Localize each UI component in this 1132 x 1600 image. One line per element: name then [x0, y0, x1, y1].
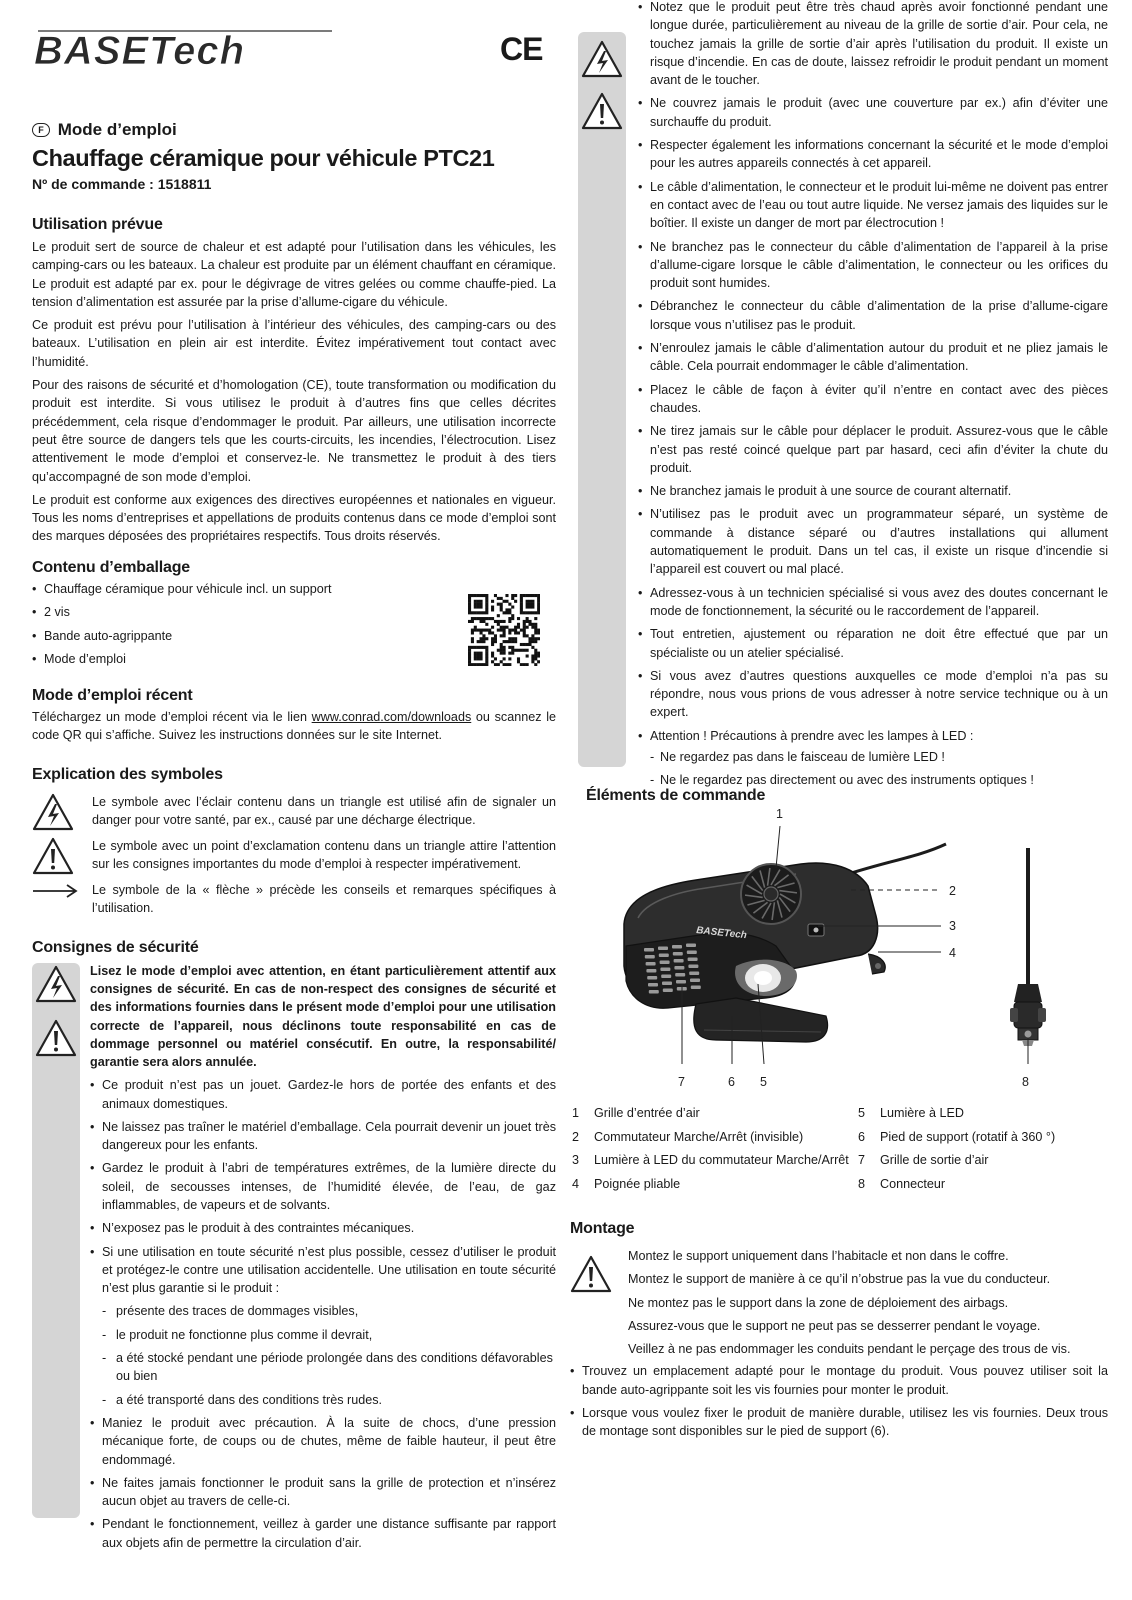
list-item: • Trouvez un emplacement adapté pour le montage du produit. Vous pouvez utiliser soit la bande auto-agrippante soit les vis fournies pour monter le produit. — [570, 1362, 1108, 1399]
montage-warning: Montez le support uniquement dans l’habitacle et non dans le coffre. — [628, 1249, 1009, 1263]
dash-item: - a été stocké pendant une période prolongée dans des conditions défavorables ou bien — [90, 1349, 556, 1386]
exclamation-warning-icon — [581, 92, 623, 135]
legend-number: 7 — [858, 1153, 866, 1167]
list-item: • Gardez le produit à l’abri de températures extrêmes, de la lumière directe du soleil, de secousses intenses, de l’humidité élevée, de l’eau, de gaz inflammables, de vapeurs et de solvants. — [90, 1159, 556, 1214]
doc-type: Mode d’emploi — [57, 120, 177, 139]
list-item: • Ne tirez jamais sur le câble pour déplacer le produit. Assurez-vous que le câble n’est pas resté coincé quelque part par hasard, ceci afin d’éviter la chute du produit. — [638, 422, 1108, 477]
exclamation-warning-icon — [32, 837, 74, 880]
montage-warning: Assurez-vous que le support ne peut pas se desserrer pendant le voyage. — [628, 1318, 1041, 1333]
montage-warning: Montez le support de manière à ce qu’il n’obstrue pas la vue du conducteur. — [628, 1272, 1051, 1287]
securite-continued — [638, 0, 1108, 795]
list-item: • Tout entretien, ajustement ou réparation ne doit être effectué que par un spécialiste ou un atelier spécialisé. — [638, 625, 1108, 662]
download-link[interactable]: www.conrad.com/downloads — [311, 710, 472, 724]
list-item: • Mode d’emploi — [32, 650, 452, 668]
list-item: • N’enroulez jamais le câble d’alimentation autour du produit et ne pliez jamais le câble. Cela pourrait endommager le câble d’alimentation. — [638, 339, 1108, 376]
section-symboles — [32, 765, 556, 923]
list-item: • Notez que le produit peut être très chaud après avoir fonctionné pendant une longue durée, particulièrement au niveau de la grille de sortie d’air. Pour cela, ne touchez jamais la grille de sortie d’air après l’utilisation du produit. Il existe un risque d’incendie. En cas de doute, laissez refroidir le produit pendant un moment avant de le toucher. — [638, 0, 1108, 89]
arrow-icon — [32, 883, 78, 904]
svg-text:8: 8 — [1022, 1075, 1029, 1089]
heading-elements: Éléments de commande — [586, 787, 766, 804]
securite-body — [90, 962, 556, 1557]
list-item: • Lorsque vous voulez fixer le produit de manière durable, utilisez les vis fournies. Deux trous de montage sont disponibles sur le pied de support (6). — [570, 1404, 1108, 1441]
symbol-arrow-row — [32, 881, 556, 918]
svg-text:2: 2 — [949, 884, 956, 898]
list-item: • Ne branchez jamais le produit à une source de courant alternatif. — [638, 482, 1108, 500]
legend-number: 2 — [572, 1129, 580, 1144]
svg-text:BASETech: BASETech — [695, 925, 748, 942]
warning-sidebar — [32, 963, 80, 1518]
legend-label: Grille d’entrée d’air — [594, 1106, 700, 1120]
exclamation-warning-icon — [35, 1019, 77, 1062]
symbol-text: Le symbole de la « flèche » précède les conseils et remarques spécifiques à l’utilisation. — [92, 883, 556, 916]
heading-symboles: Explication des symboles — [32, 766, 223, 783]
section-utilisation — [32, 215, 556, 551]
montage-warning: Veillez à ne pas endommager les conduits pendant le perçage des trous de vis. — [628, 1342, 1071, 1357]
montage-warning: Ne montez pas le support dans la zone de déploiement des airbags. — [628, 1295, 1009, 1310]
list-item: • Maniez le produit avec précaution. À la suite de chocs, d’une pression mécanique forte, de coups ou de chutes, même de faible hauteur, il peut être endommagé. — [90, 1414, 556, 1469]
svg-text:1: 1 — [776, 807, 783, 821]
list-item: • Si une utilisation en toute sécurité n’est plus possible, cessez d’utiliser le produit et protégez-le contre une utilisation accidentelle. Une utilisation en toute sécurité n’est plus garantie si le produit : — [90, 1243, 556, 1298]
legend-label: Grille de sortie d’air — [880, 1153, 989, 1167]
svg-text:7: 7 — [678, 1075, 685, 1089]
list-item: • Ce produit n’est pas un jouet. Gardez-le hors de portée des enfants et des animaux domestiques. — [90, 1076, 556, 1113]
dash-item: - Ne le regardez pas directement ou avec des instruments optiques ! — [638, 771, 1108, 789]
list-item: • Débranchez le connecteur du câble d’alimentation de la prise d’allume-cigare lorsque vous n’utilisez pas le produit. — [638, 297, 1108, 334]
heading-contenu: Contenu d’emballage — [32, 559, 190, 576]
recent-text: Téléchargez un mode d’emploi récent via le lien www.conrad.com/downloads ou scannez le code QR qui s’affiche. Suivez les instructions données sur le site Internet. — [32, 710, 556, 743]
list-item: • Bande auto-agrippante — [32, 627, 452, 645]
paragraph: Le produit est conforme aux exigences des directives européennes et nationales en vigueur. Tous les noms d’entreprises et appellations de produits contenus dans ce mode d’emploi sont des marques déposées des propriétaires respectifs. Tous droits réservés. — [32, 492, 556, 544]
language-badge: F — [32, 123, 50, 137]
list-item: • N’exposez pas le produit à des contraintes mécaniques. — [90, 1219, 556, 1237]
list-item: • N’utilisez pas le produit avec un programmateur séparé, un système de commande à distance séparé ou d’autres installations qui allument automatiquement le produit. Dans un tel cas, il existe un risque d’incendie si l’appareil est couvert ou mal placé. — [638, 505, 1108, 578]
dash-item: - le produit ne fonctionne plus comme il devrait, — [90, 1326, 556, 1344]
doc-type-line — [32, 119, 556, 141]
list-item: • Ne laissez pas traîner le matériel d’emballage. Cela pourrait devenir un jouet très dangereux pour les enfants. — [90, 1118, 556, 1155]
list-item: • 2 vis — [32, 603, 452, 621]
section-elements — [586, 786, 765, 806]
list-item: • Si vous avez d’autres questions auxquelles ce mode d’emploi n’a pas su répondre, nous vous prions de vous adresser à notre service technique ou à un expert. — [638, 667, 1108, 722]
svg-text:4: 4 — [949, 946, 956, 960]
legend-label: Commutateur Marche/Arrêt (invisible) — [594, 1129, 804, 1144]
qr-code — [468, 594, 540, 666]
svg-text:BASETech: BASETech — [34, 29, 246, 72]
symbol-exclamation-row — [32, 837, 556, 881]
securite-intro: Lisez le mode d’emploi avec attention, en étant particulièrement attentif aux consignes de sécurité. En cas de non-respect des consignes de sécurité et des informations fournies dans le présent mode d’emploi pour une utilisation correcte de l’appareil, nous déclinons toute responsabilité en cas de dommage personnel ou matériel consécutif. En outre, la responsabilité/ garantie sera alors annulée. — [90, 964, 556, 1070]
paragraph: Ce produit est prévu pour l’utilisation à l’intérieur des véhicules, des camping-cars ou des bateaux. L’utilisation en plein air est interdite. Évitez impérativement tout contact avec l’humidité. — [32, 318, 556, 369]
svg-text:6: 6 — [728, 1075, 735, 1089]
dash-item: - présente des traces de dommages visibles, — [90, 1302, 556, 1320]
montage-warnings — [570, 1247, 1108, 1358]
legend-label: Poignée pliable — [594, 1176, 681, 1191]
heading-recent: Mode d’emploi récent — [32, 687, 193, 704]
list-item: • Adressez-vous à un technicien spécialisé si vous avez des doutes concernant le mode de fonctionnement, la sécurité ou le raccordement de l’appareil. — [638, 584, 1108, 621]
list-item: • Attention ! Précautions à prendre avec les lampes à LED : — [638, 727, 1108, 745]
order-number: Nº de commande : 1518811 — [32, 176, 212, 192]
legend-number: 5 — [858, 1106, 866, 1120]
dash-item: - a été transporté dans des conditions très rudes. — [90, 1391, 556, 1409]
list-item: • Ne branchez pas le connecteur du câble d’alimentation de l’appareil à la prise d’allume-cigare lorsque le câble d’alimentation, le connecteur ou les orifices du produit sont humides. — [638, 238, 1108, 293]
product-diagram — [586, 806, 1108, 1092]
list-item: • Pendant le fonctionnement, veillez à garder une distance suffisante par rapport aux objets afin de permettre la circulation d’air. — [90, 1515, 556, 1552]
section-montage — [570, 1219, 1108, 1446]
paragraph: Le produit sert de source de chaleur et est adapté pour l’utilisation dans les véhicules, les camping-cars ou les bateaux. La chaleur est produite par un élément chauffant en céramique. Le produit est adapté par ex. pour le dégivrage de vitres gelées ou comme chauffe-pied. La tension d’alimentation est assurée par la prise d’allume-cigare du véhicule. — [32, 240, 556, 309]
lightning-warning-icon — [581, 40, 623, 83]
svg-text:3: 3 — [949, 919, 956, 933]
legend-label: Connecteur — [880, 1176, 946, 1191]
lightning-warning-icon — [35, 965, 77, 1008]
list-item: • Le câble d’alimentation, le connecteur et le produit lui-même ne doivent pas entrer en contact avec de l’eau ou tout autre liquide. Ne versez jamais des liquides sur le boîtier. Il existe un danger de mort par électrocution ! — [638, 178, 1108, 233]
legend-number: 6 — [858, 1129, 866, 1144]
lightning-warning-icon — [32, 793, 74, 836]
legend-number: 3 — [572, 1153, 580, 1167]
symbol-text: Le symbole avec un point d’exclamation contenu dans un triangle attire l’attention sur les consignes importantes du mode d’emploi à respecter impérativement. — [92, 839, 556, 872]
brand-logo — [32, 22, 342, 72]
heading-montage: Montage — [570, 1220, 635, 1237]
section-recent — [32, 686, 556, 750]
svg-text:5: 5 — [760, 1075, 767, 1089]
symbol-text: Le symbole avec l’éclair contenu dans un triangle est utilisé afin de signaler un danger pour votre santé, par ex., causé par une décharge électrique. — [92, 795, 556, 828]
legend-label: Lumière à LED du commutateur Marche/Arrêt — [594, 1153, 849, 1167]
list-item: • Ne couvrez jamais le produit (avec une couverture par ex.) afin d’éviter une surchauffe du produit. — [638, 94, 1108, 131]
list-item: • Ne faites jamais fonctionner le produit sans la grille de protection et n’insérez aucun objet au travers de celle-ci. — [90, 1474, 556, 1511]
list-item: • Respecter également les informations concernant la sécurité et le mode d’emploi pour les autres appareils connectés à cet appareil. — [638, 136, 1108, 173]
list-item: • Chauffage céramique pour véhicule incl. un support — [32, 580, 452, 598]
legend-number: 8 — [858, 1176, 866, 1191]
heading-securite: Consignes de sécurité — [32, 939, 199, 956]
exclamation-warning-icon — [570, 1255, 612, 1298]
legend-label: Lumière à LED — [880, 1106, 964, 1120]
warning-sidebar — [578, 32, 626, 767]
legend-number: 1 — [572, 1106, 580, 1120]
legend-label: Pied de support (rotatif à 360 °) — [880, 1129, 1056, 1144]
page-title: Chauffage céramique pour véhicule PTC21 — [32, 145, 495, 171]
section-securite — [32, 938, 556, 958]
dash-item: - Ne regardez pas dans le faisceau de lumière LED ! — [638, 748, 1108, 766]
symbol-lightning-row — [32, 793, 556, 837]
paragraph: Pour des raisons de sécurité et d’homologation (CE), toute transformation ou modification du produit est interdite. Si vous utilisez le produit à d’autres fins que celles décrites précédemment, cela risque d’endommager le produit. Par ailleurs, une utilisation incorrecte peut être source de dangers tels que les courts-circuits, les incendies, l’électrocution. Lisez attentivement le mode d’emploi et conservez-le. Ne transmettez le produit à des tiers qu’accompagné de son mode d’emploi. — [32, 378, 556, 484]
elements-legend — [572, 1102, 1055, 1196]
legend-number: 4 — [572, 1176, 580, 1191]
ce-mark: CE — [500, 31, 543, 67]
heading-utilisation: Utilisation prévue — [32, 216, 163, 233]
list-item: • Placez le câble de façon à éviter qu’il n’entre en contact avec des pièces chaudes. — [638, 381, 1108, 418]
